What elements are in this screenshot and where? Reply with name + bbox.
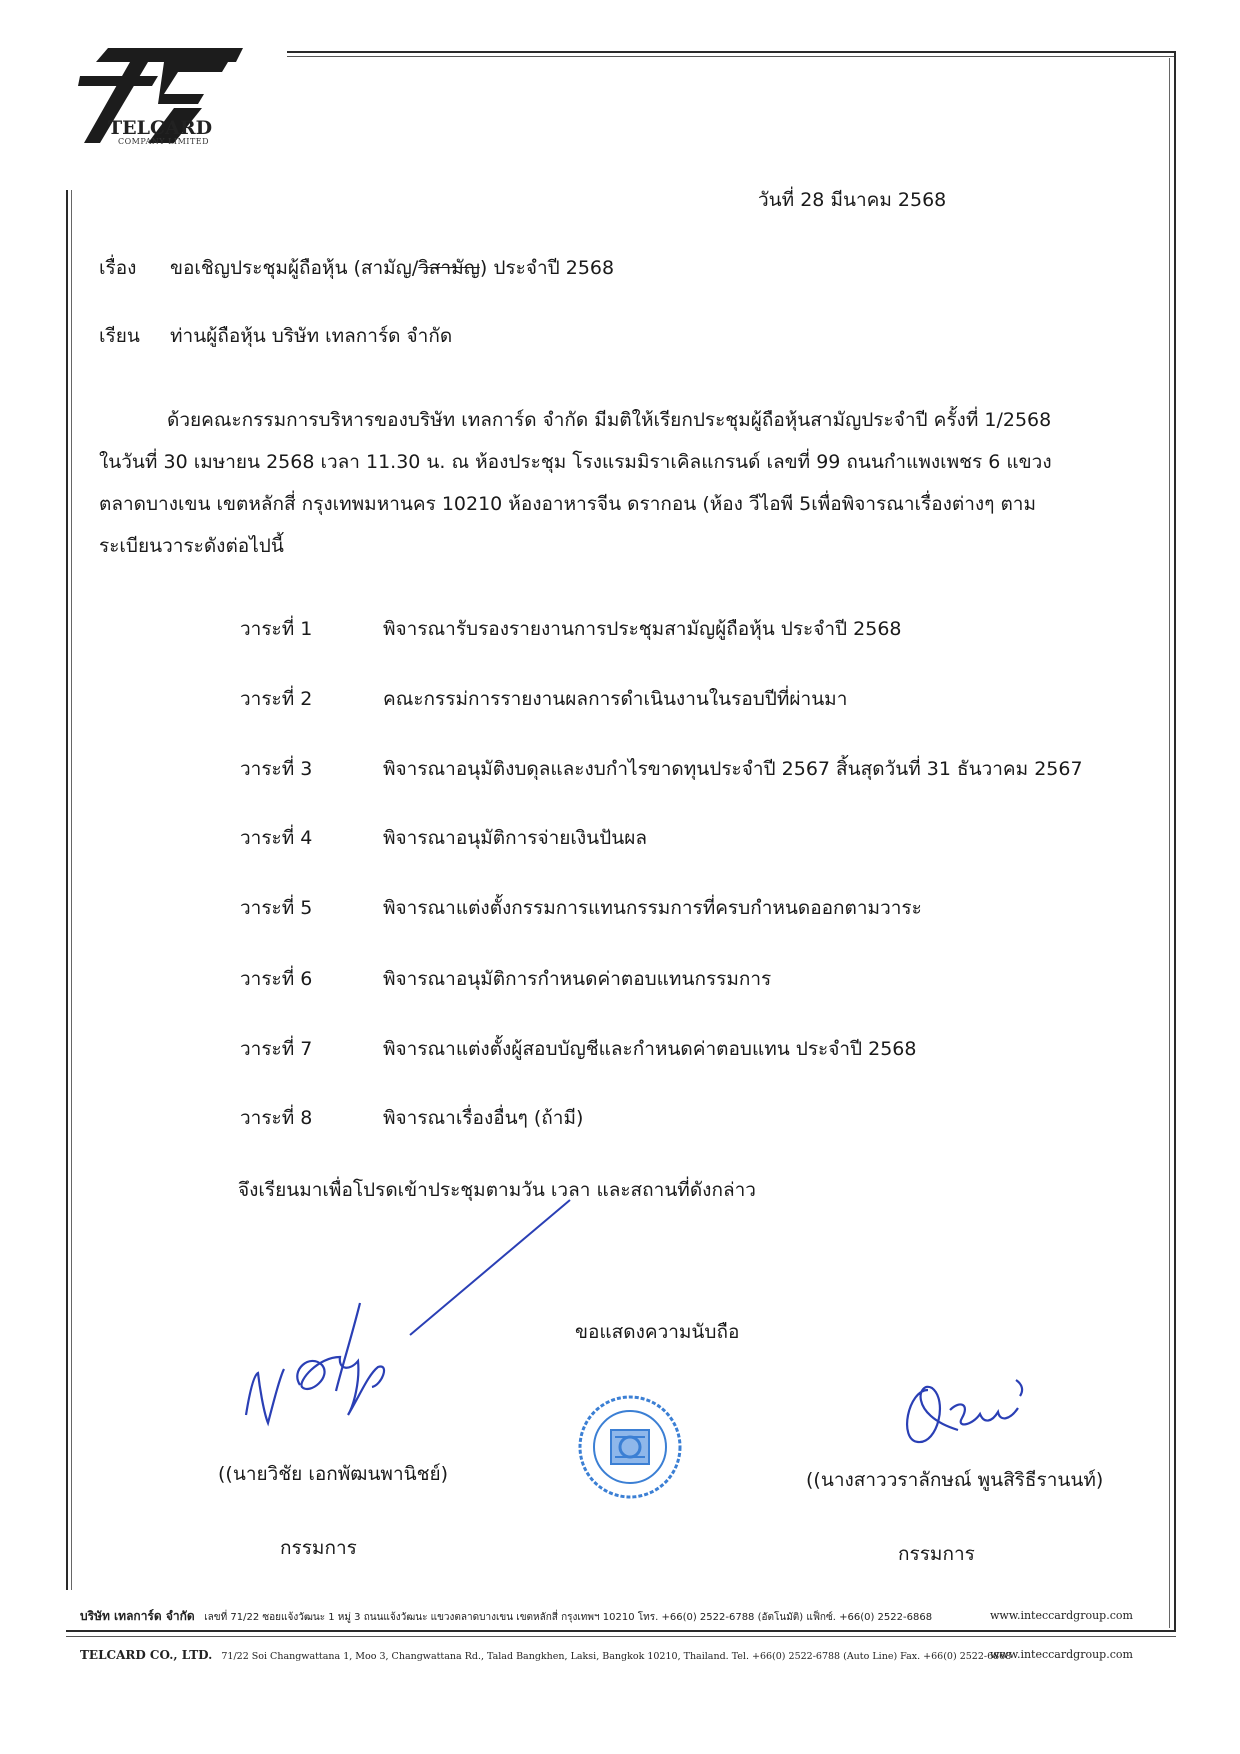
signature-right bbox=[888, 1370, 1038, 1460]
recipient-text: ท่านผู้ถือหุ้น บริษัท เทลการ์ด จำกัด bbox=[170, 325, 453, 347]
agenda-text: พิจารณาเรื่องอื่นๆ (ถ้ามี) bbox=[383, 1107, 584, 1129]
footer-th-company: บริษัท เทลการ์ด จำกัด bbox=[80, 1609, 195, 1623]
agenda-text: คณะกรรม่การรายงานผลการดำเนินงานในรอบปีที่ผ่านมา bbox=[383, 688, 848, 710]
stamp-icon bbox=[575, 1392, 685, 1502]
signatory-title: กรรมการ bbox=[898, 1543, 975, 1565]
body-line: ระเบียนวาระดังต่อไปนี้ bbox=[99, 535, 284, 557]
recipient-label: เรียน bbox=[99, 325, 140, 347]
agenda-number: วาระที่ 5 bbox=[240, 897, 313, 919]
company-stamp bbox=[575, 1392, 685, 1502]
closing-sentence: จึงเรียนมาเพื่อโปรดเข้าประชุมตามวัน เวลา และสถานที่ดังกล่าว bbox=[238, 1179, 756, 1201]
agenda-number: วาระที่ 1 bbox=[240, 618, 313, 640]
body-line: ตลาดบางเขน เขตหลักสี่ กรุงเทพมหานคร 10210 ห้องอาหารจีน ดรากอน (ห้อง วีไอพี 5เพื่อพิจารณาเรื่องต่างๆ ตาม bbox=[99, 493, 1036, 515]
frame-right-border-inner bbox=[1169, 58, 1170, 1628]
footer-th-address: เลขที่ 71/22 ซอยแจ้งวัฒนะ 1 หมู่ 3 ถนนแจ้งวัฒนะ แขวงตลาดบางเขน เขตหลักสี่ กรุงเทพฯ 10210 โทร. +66(0) 2522-6788 (อัตโนมัติ) แฟ็กซ์. +66(0) 2522-6868 bbox=[204, 1612, 933, 1623]
subject-text-before: ขอเชิญประชุมผู้ถือหุ้น (สามัญ/ bbox=[170, 257, 419, 279]
agenda-text: พิจารณาแต่งตั้งผู้สอบบัญชีและกำหนดค่าตอบแทน ประจำปี 2568 bbox=[383, 1038, 917, 1060]
agenda-text: พิจารณาอนุมัติงบดุลและงบกำไรขาดทุนประจำปี 2567 สิ้นสุดวันที่ 31 ธันวาคม 2567 bbox=[383, 758, 1083, 780]
subject-text-after: ) ประจำปี 2568 bbox=[479, 257, 615, 279]
signature-left bbox=[240, 1295, 440, 1435]
frame-top-border bbox=[287, 51, 1175, 53]
frame-top-border-inner bbox=[287, 56, 1175, 57]
frame-bottom-border bbox=[66, 1630, 1176, 1632]
signatory-title: กรรมการ bbox=[280, 1537, 357, 1559]
footer-thai bbox=[80, 1607, 932, 1626]
body-line: ด้วยคณะกรรมการบริหารของบริษัท เทลการ์ด จำกัด มีมติให้เรียกประชุมผู้ถือหุ้นสามัญประจำปี ครั้งที่ 1/2568 bbox=[167, 409, 1052, 431]
logo-subtitle: COMPANY LIMITED bbox=[118, 137, 210, 146]
subject-struck-text: วิสามัญ bbox=[418, 257, 480, 279]
subject-text bbox=[170, 256, 614, 280]
frame-right-border bbox=[1174, 51, 1176, 1631]
frame-bottom-border-inner bbox=[66, 1636, 1176, 1637]
signatory-name: ((นายวิชัย เอกพัฒนพานิชย์) bbox=[218, 1463, 449, 1485]
footer-website-2[interactable]: www.inteccardgroup.com bbox=[990, 1648, 1133, 1661]
frame-left-border bbox=[66, 190, 68, 1590]
footer-en-company: TELCARD CO., LTD. bbox=[80, 1648, 213, 1662]
footer-en-address: 71/22 Soi Changwattana 1, Moo 3, Changwattana Rd., Talad Bangkhen, Laksi, Bangkok 10210, Thailand. Tel. +66(0) 2522-6788 (Auto Line) Fax. +66(0) 2522-6868 bbox=[221, 1651, 1012, 1662]
letter-date: วันที่ 28 มีนาคม 2568 bbox=[758, 189, 947, 211]
body-line: ในวันที่ 30 เมษายน 2568 เวลา 11.30 น. ณ ห้องประชุม โรงแรมมิราเคิลแกรนด์ เลขที่ 99 ถนนกำแพงเพชร 6 แขวง bbox=[99, 451, 1052, 473]
agenda-number: วาระที่ 7 bbox=[240, 1038, 313, 1060]
footer-website-1[interactable]: www.inteccardgroup.com bbox=[990, 1609, 1133, 1622]
frame-left-border-inner bbox=[71, 190, 72, 1590]
subject-label: เรื่อง bbox=[99, 257, 137, 279]
agenda-number: วาระที่ 3 bbox=[240, 758, 313, 780]
agenda-number: วาระที่ 8 bbox=[240, 1107, 313, 1129]
regards-text: ขอแสดงความนับถือ bbox=[575, 1321, 740, 1343]
agenda-number: วาระที่ 4 bbox=[240, 827, 313, 849]
agenda-text: พิจารณารับรองรายงานการประชุมสามัญผู้ถือหุ้น ประจำปี 2568 bbox=[383, 618, 902, 640]
signatory-name: ((นางสาววราลักษณ์ พูนสิริธีรานนท์) bbox=[806, 1469, 1104, 1491]
logo-name: TELCARD bbox=[108, 117, 213, 139]
agenda-text: พิจารณาแต่งตั้งกรรมการแทนกรรมการที่ครบกำหนดออกตามวาระ bbox=[383, 897, 922, 919]
body-paragraph bbox=[99, 399, 1109, 567]
agenda-number: วาระที่ 6 bbox=[240, 968, 313, 990]
footer-english bbox=[80, 1648, 1011, 1662]
agenda-text: พิจารณาอนุมัติการกำหนดค่าตอบแทนกรรมการ bbox=[383, 968, 772, 990]
agenda-text: พิจารณาอนุมัติการจ่ายเงินปันผล bbox=[383, 827, 647, 849]
agenda-number: วาระที่ 2 bbox=[240, 688, 313, 710]
